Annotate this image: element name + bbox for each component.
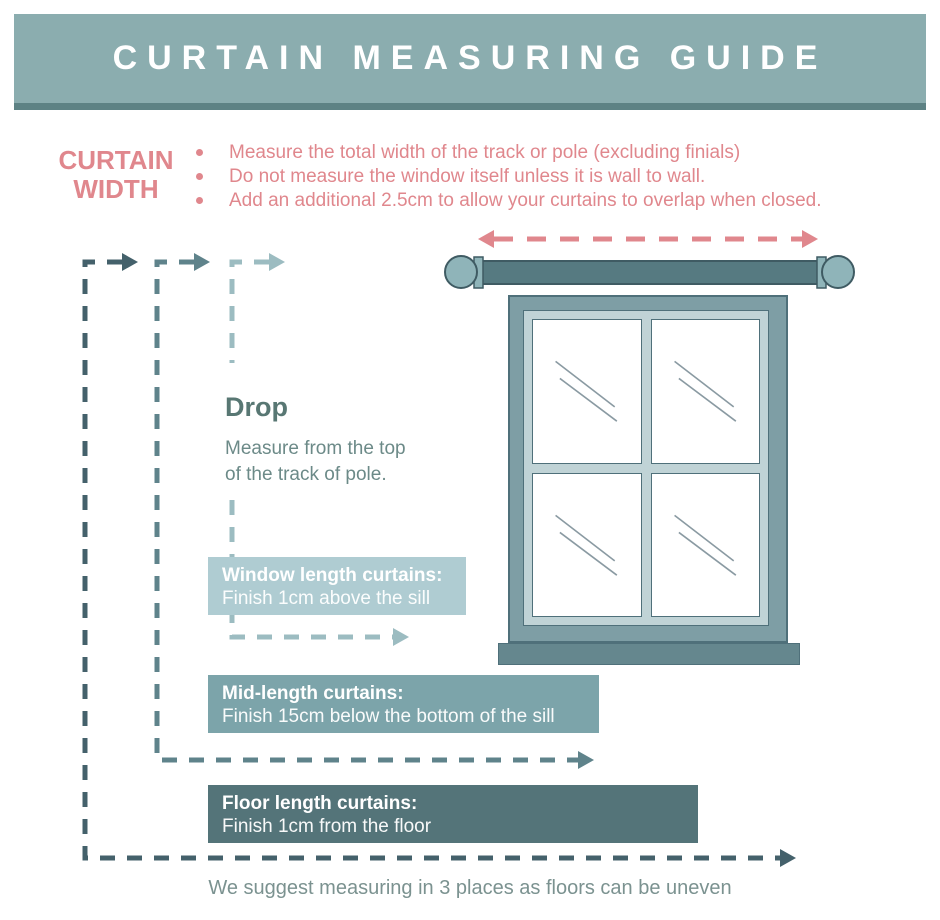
footer-note: We suggest measuring in 3 places as floors can be uneven [208, 877, 732, 899]
glass-reflection-icon [652, 474, 760, 617]
pole-finial-left-icon [445, 256, 477, 288]
arrowhead-right-icon [393, 628, 409, 646]
arrowhead-right-icon [578, 751, 594, 769]
window-length-box [208, 557, 466, 615]
arrowhead-right-icon [780, 849, 796, 867]
instruction-text: Add an additional 2.5cm to allow your curtains to overlap when closed. [229, 190, 822, 211]
arrowhead-right-icon [122, 253, 138, 271]
arrowhead-right-icon [802, 230, 818, 248]
mid-length-detail: Finish 15cm below the bottom of the sill [222, 706, 555, 727]
mid-length-box [208, 675, 599, 733]
window-pane [651, 319, 761, 464]
glass-reflection-icon [533, 474, 641, 617]
page-title: CURTAIN MEASURING GUIDE [112, 39, 828, 77]
arrowhead-right-icon [269, 253, 285, 271]
pole-finial-right-icon [822, 256, 854, 288]
window-pane [651, 473, 761, 618]
arrowhead-left-icon [478, 230, 494, 248]
curtain-width-label-line1: CURTAIN [58, 145, 174, 175]
instruction-text: Do not measure the window itself unless it is wall to wall. [229, 166, 706, 187]
curtain-width-label-line2: WIDTH [73, 174, 159, 204]
window-length-detail: Finish 1cm above the sill [222, 588, 431, 609]
glass-reflection-icon [652, 320, 760, 463]
width-measure-arrow [478, 230, 818, 248]
window-pane [532, 319, 642, 464]
window-length-title: Window length curtains: [222, 565, 443, 586]
pole-bar [478, 261, 822, 284]
instruction-text: Measure the total width of the track or pole (excluding finials) [229, 142, 741, 163]
mid-length-title: Mid-length curtains: [222, 683, 404, 704]
drop-description [225, 436, 406, 488]
floor-length-detail: Finish 1cm from the floor [222, 816, 432, 837]
drop-description-line2: of the track of pole. [225, 464, 387, 485]
window-sill [498, 643, 800, 665]
window-pane [532, 473, 642, 618]
floor-length-box [208, 785, 698, 843]
curtain-pole [445, 256, 854, 288]
window-illustration [508, 295, 788, 643]
window-inner-frame [523, 310, 769, 626]
floor-length-title: Floor length curtains: [222, 793, 418, 814]
arrowhead-right-icon [194, 253, 210, 271]
drop-description-line1: Measure from the top [225, 438, 406, 459]
glass-reflection-icon [533, 320, 641, 463]
drop-title: Drop [225, 392, 288, 422]
